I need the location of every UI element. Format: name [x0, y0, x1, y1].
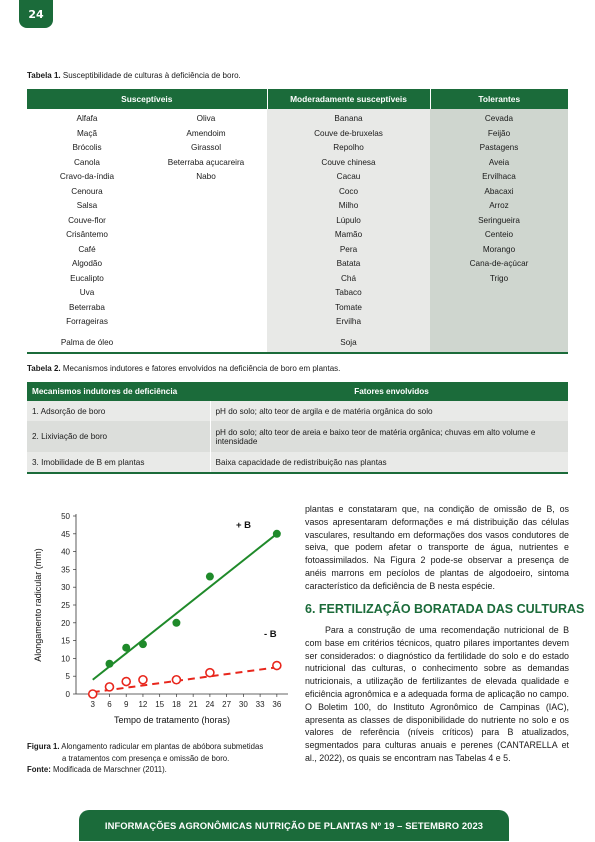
crop-item-susceptivel: Alfafa — [76, 114, 98, 123]
crop-item-susceptivel: Cenoura — [71, 186, 103, 196]
table2-caption-label: Tabela 2. — [27, 364, 61, 373]
data-point-plus-b — [206, 573, 214, 581]
crop-item-moderado: Batata — [336, 259, 361, 268]
y-axis-label: Alongamento radicular (mm) — [33, 548, 43, 662]
crop-item-susceptivel: Nabo — [196, 172, 216, 181]
header-moderadamente: Moderadamente susceptíveis — [267, 89, 430, 109]
figure1-source-text: Modificada de Marschner (2011). — [53, 765, 167, 774]
y-tick-label: 25 — [61, 601, 70, 610]
data-point-plus-b — [139, 640, 147, 648]
crop-item-susceptivel: Algodão — [71, 259, 103, 268]
table-row — [27, 452, 568, 472]
crop-item-susceptivel: Cravo-da-índia — [59, 172, 115, 181]
crop-item-susceptivel: Palma de óleo — [60, 337, 114, 347]
crop-item-susceptivel: Couve-flor — [68, 215, 106, 225]
root-elongation-chart — [27, 506, 295, 728]
factors-cell: pH do solo; alto teor de areia e baixo teor de matéria orgânica; chuvas em alto volume e intensidade — [210, 421, 568, 452]
crop-item-moderado: Ervilha — [335, 317, 362, 326]
figure1-caption-line1: Alongamento radicular em plantas de abóbora submetidas — [61, 742, 264, 751]
susceptiveis-list-2 — [147, 112, 265, 352]
crop-item-susceptivel: Oliva — [196, 114, 216, 123]
crop-item-tolerante: Ervilhaca — [482, 172, 516, 181]
x-tick-label: 6 — [107, 700, 112, 709]
y-tick-label: 30 — [61, 583, 70, 593]
crop-item-tolerante: Aveia — [488, 157, 510, 167]
crop-item-susceptivel: Girassol — [190, 143, 222, 152]
x-tick-label: 9 — [123, 700, 129, 709]
factors-cell: pH do solo; alto teor de argila e de matéria orgânica do solo — [210, 401, 568, 421]
crop-item-tolerante: Seringueira — [478, 215, 520, 225]
data-point-plus-b — [122, 644, 130, 652]
mechanism-cell: 3. Imobilidade de B em plantas — [27, 452, 210, 472]
crop-item-susceptivel: Beterraba — [69, 302, 105, 312]
section-heading: 6. FERTILIZAÇÃO BORATADA DAS CULTURAS — [305, 602, 585, 616]
mechanisms-table — [27, 382, 568, 474]
series-label-minus-b: - B — [264, 629, 277, 641]
body-paragraph-2: Para a construção de uma recomendação nutricional de B com base em critérios técnicos, quatro pilares importantes devem ser considerados: o diagnóstico da fertilidade do solo e do estado nutricional das culturas, o conhecimento sobre as demandas nutricionais, a utilização de fertilizantes de elevada qualidade e eficiência agronômica e a adequada forma de aplicação no campo. O Boletim 100, do Instituto Agronômico de Campinas (IAC), apresenta as classes de disponibilidade do nutriente no solo e os valores de referência (níveis críticos) para B atualizados, segmentados para culturas anuais e perenes (CANTARELLA et al., 2022), os quais se encontram nas Tabelas 4 e 5. — [305, 625, 569, 763]
y-tick-label: 45 — [61, 529, 70, 539]
factors-cell: Baixa capacidade de redistribuição nas plantas — [210, 452, 568, 472]
header-susceptiveis: Susceptíveis — [27, 89, 267, 109]
crop-item-susceptivel: Eucalipto — [70, 273, 104, 283]
crop-item-moderado: Milho — [338, 201, 359, 210]
crop-item-tolerante: Cana-de-açúcar — [469, 259, 529, 268]
data-point-minus-b — [105, 683, 113, 691]
table1-caption-text: Susceptibilidade de culturas à deficiência de boro. — [62, 71, 241, 80]
header-mecanismos: Mecanismos indutores de deficiência — [27, 382, 210, 401]
crop-item-moderado: Banana — [334, 114, 363, 123]
crop-item-moderado: Repolho — [333, 143, 364, 152]
y-tick-label: 20 — [61, 618, 70, 628]
y-tick-label: 35 — [61, 565, 70, 575]
crop-item-susceptivel: Brócolis — [72, 143, 102, 152]
crop-item-moderado: Soja — [340, 337, 357, 347]
data-point-minus-b — [122, 678, 130, 686]
data-point-plus-b — [273, 530, 281, 538]
crop-item-susceptivel: Maçã — [76, 128, 98, 138]
crop-item-tolerante: Trigo — [489, 273, 509, 283]
crop-item-moderado: Chá — [340, 273, 357, 283]
crop-item-susceptivel: Café — [78, 244, 96, 254]
crop-item-susceptivel: Salsa — [76, 201, 98, 210]
trend-line-minus-b — [93, 667, 277, 692]
susceptibility-table — [27, 89, 568, 354]
crop-item-tolerante: Abacaxi — [484, 186, 514, 196]
moderadamente-list — [267, 112, 430, 352]
crop-item-tolerante: Centeio — [484, 230, 514, 239]
y-tick-label: 5 — [65, 672, 70, 682]
moderadamente-cell — [267, 109, 430, 352]
x-tick-label: 15 — [155, 700, 165, 709]
table2-caption-text: Mecanismos indutores e fatores envolvidos na deficiência de boro em plantas. — [62, 364, 341, 373]
crop-item-susceptivel: Forrageiras — [66, 317, 108, 326]
data-point-plus-b — [172, 619, 180, 627]
y-tick-label: 10 — [61, 654, 70, 664]
mechanism-cell: 1. Adsorção de boro — [27, 401, 210, 421]
table-row — [27, 401, 568, 421]
susceptiveis-cell — [27, 109, 267, 352]
figure1-label: Figura 1. — [27, 742, 60, 751]
figure1-caption-line2: a tratamentos com presença e omissão de boro. — [62, 753, 230, 763]
crop-item-tolerante: Cevada — [484, 114, 514, 123]
crop-item-tolerante: Feijão — [487, 128, 511, 138]
series-label-plus-b: + B — [236, 520, 252, 531]
data-point-minus-b — [172, 676, 180, 684]
x-tick-label: 27 — [222, 700, 232, 709]
crop-item-tolerante: Arroz — [489, 201, 509, 210]
susceptiveis-list-1 — [27, 112, 147, 352]
crop-item-susceptivel: Beterraba açucareira — [167, 157, 245, 167]
y-tick-label: 15 — [61, 636, 70, 646]
crop-item-moderado: Tomate — [335, 302, 362, 312]
trend-line-plus-b — [93, 534, 277, 680]
data-point-minus-b — [89, 690, 97, 698]
y-tick-label: 50 — [61, 512, 70, 521]
crop-item-tolerante: Pastagens — [479, 143, 519, 152]
crop-item-tolerante: Morango — [482, 244, 516, 254]
crop-item-moderado: Couve de-bruxelas — [314, 128, 383, 138]
data-point-minus-b — [206, 669, 214, 677]
crop-item-moderado: Cacau — [336, 172, 361, 181]
x-tick-label: 21 — [188, 700, 198, 709]
header-tolerantes: Tolerantes — [430, 89, 568, 109]
x-tick-label: 36 — [272, 700, 282, 709]
x-tick-label: 18 — [171, 700, 181, 709]
data-point-plus-b — [105, 660, 113, 668]
crop-item-moderado: Mamão — [334, 230, 363, 239]
tolerantes-cell — [430, 109, 568, 352]
crop-item-moderado: Coco — [338, 186, 359, 196]
crop-item-moderado: Pera — [339, 244, 358, 254]
crop-item-susceptivel: Canola — [74, 157, 100, 167]
crop-item-moderado: Tabaco — [335, 288, 362, 297]
body-paragraph-1: plantas e constataram que, na condição de omissão de B, os vasos apresentaram deformações e má distribuição das células vasculares, resultando em deformações dos vasos condutores de seiva, que podem afetar o transporte de água, nutrientes e fotoassimilados. Na Figura 2 pode-se observar a presença de anéis marrons em pecíolos de plantas de algodoeiro, sintoma característico da deficiência de B nesta espécie. — [305, 504, 569, 591]
figure1-source-label: Fonte: — [27, 765, 51, 774]
x-tick-label: 3 — [90, 700, 95, 709]
table-row — [27, 421, 568, 452]
figure1-caption — [27, 741, 297, 776]
table2-caption — [27, 364, 340, 373]
x-tick-label: 24 — [205, 700, 215, 709]
x-axis-label: Tempo de tratamento (horas) — [113, 715, 231, 725]
table2-bottom-rule — [27, 472, 568, 474]
table1-caption-label: Tabela 1. — [27, 71, 61, 80]
header-fatores: Fatores envolvidos — [210, 382, 568, 401]
data-point-minus-b — [273, 662, 281, 670]
crop-item-susceptivel: Amendoim — [186, 128, 226, 138]
table1-caption — [27, 71, 241, 80]
crop-item-moderado: Couve chinesa — [321, 157, 376, 167]
y-tick-label: 40 — [61, 547, 70, 557]
crop-item-moderado: Lúpulo — [336, 215, 361, 225]
x-tick-label: 30 — [238, 700, 248, 709]
x-tick-label: 12 — [138, 700, 148, 709]
crop-item-susceptivel: Crisântemo — [66, 230, 108, 239]
page-number: 24 — [19, 0, 53, 28]
footer-bar: INFORMAÇÕES AGRONÔMICAS NUTRIÇÃO DE PLANTAS Nº 19 – SETEMBRO 2023 — [79, 810, 509, 841]
data-point-minus-b — [139, 676, 147, 684]
y-tick-label: 0 — [65, 690, 70, 699]
crop-item-susceptivel: Uva — [79, 288, 95, 297]
tolerantes-list — [430, 112, 568, 286]
mechanism-cell: 2. Lixiviação de boro — [27, 421, 210, 452]
x-tick-label: 33 — [255, 700, 265, 709]
